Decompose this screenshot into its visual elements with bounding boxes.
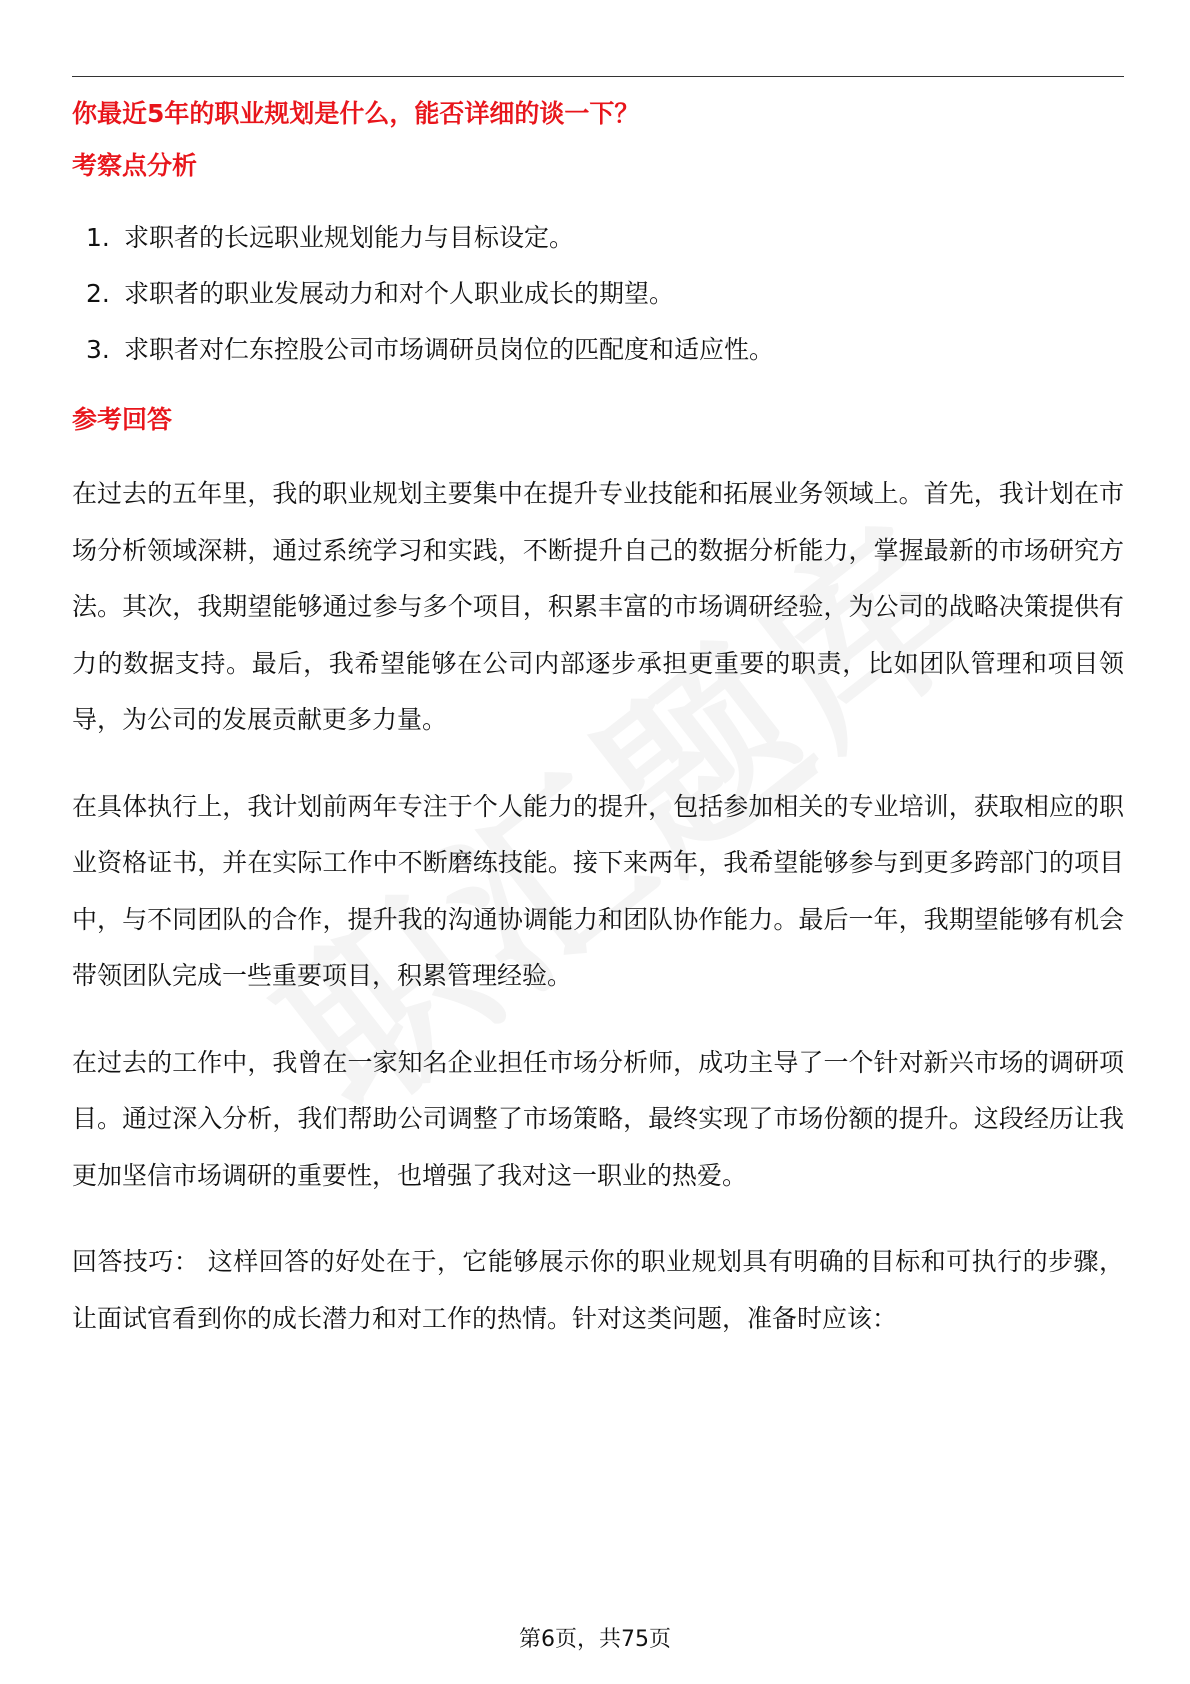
- answer-paragraph: 在具体执行上，我计划前两年专注于个人能力的提升，包括参加相关的专业培训，获取相应的职业资格证书，并在实际工作中不断磨练技能。接下来两年，我希望能够参与到更多跨部门的项目中，与不同团队的合作，提升我的沟通协调能力和团队协作能力。最后一年，我期望能够有机会带领团队完成一些重要项目，积累管理经验。: [72, 791, 1124, 990]
- analysis-points: [72, 210, 1124, 378]
- list-number: 3.: [86, 335, 110, 364]
- list-text: 求职者对仁东控股公司市场调研员岗位的匹配度和适应性。: [124, 335, 775, 364]
- answer-paragraph: 在过去的工作中，我曾在一家知名企业担任市场分析师，成功主导了一个针对新兴市场的调研项目。通过深入分析，我们帮助公司调整了市场策略，最终实现了市场份额的提升。这段经历让我更加坚信市场调研的重要性，也增强了我对这一职业的热爱。: [72, 1047, 1124, 1190]
- list-number: 1.: [86, 223, 110, 252]
- answer-paragraph: 在过去的五年里，我的职业规划主要集中在提升专业技能和拓展业务领域上。首先，我计划在市场分析领域深耕，通过系统学习和实践，不断提升自己的数据分析能力，掌握最新的市场研究方法。其次，我期望能够通过参与多个项目，积累丰富的市场调研经验，为公司的战略决策提供有力的数据支持。最后，我希望能够在公司内部逐步承担更重要的职责，比如团队管理和项目领导，为公司的发展贡献更多力量。: [72, 479, 1124, 734]
- answer-tips-paragraph: 回答技巧： 这样回答的好处在于，它能够展示你的职业规划具有明确的目标和可执行的步骤，让面试官看到你的成长潜力和对工作的热情。针对这类问题，准备时应该：: [72, 1247, 1124, 1333]
- top-divider: [72, 76, 1124, 77]
- list-text: 求职者的职业发展动力和对个人职业成长的期望。: [124, 279, 675, 308]
- list-number: 2.: [86, 279, 110, 308]
- analysis-heading: 考察点分析: [72, 151, 198, 180]
- page-number: 第6页，共75页: [519, 1627, 671, 1652]
- answer-heading: 参考回答: [72, 405, 173, 434]
- list-text: 求职者的长远职业规划能力与目标设定。: [124, 223, 575, 252]
- list-item: [86, 210, 1124, 266]
- list-item: [86, 322, 1124, 378]
- question-title: 你最近5年的职业规划是什么，能否详细的谈一下？: [72, 99, 640, 128]
- list-item: [86, 266, 1124, 322]
- document-body: [72, 92, 1124, 1347]
